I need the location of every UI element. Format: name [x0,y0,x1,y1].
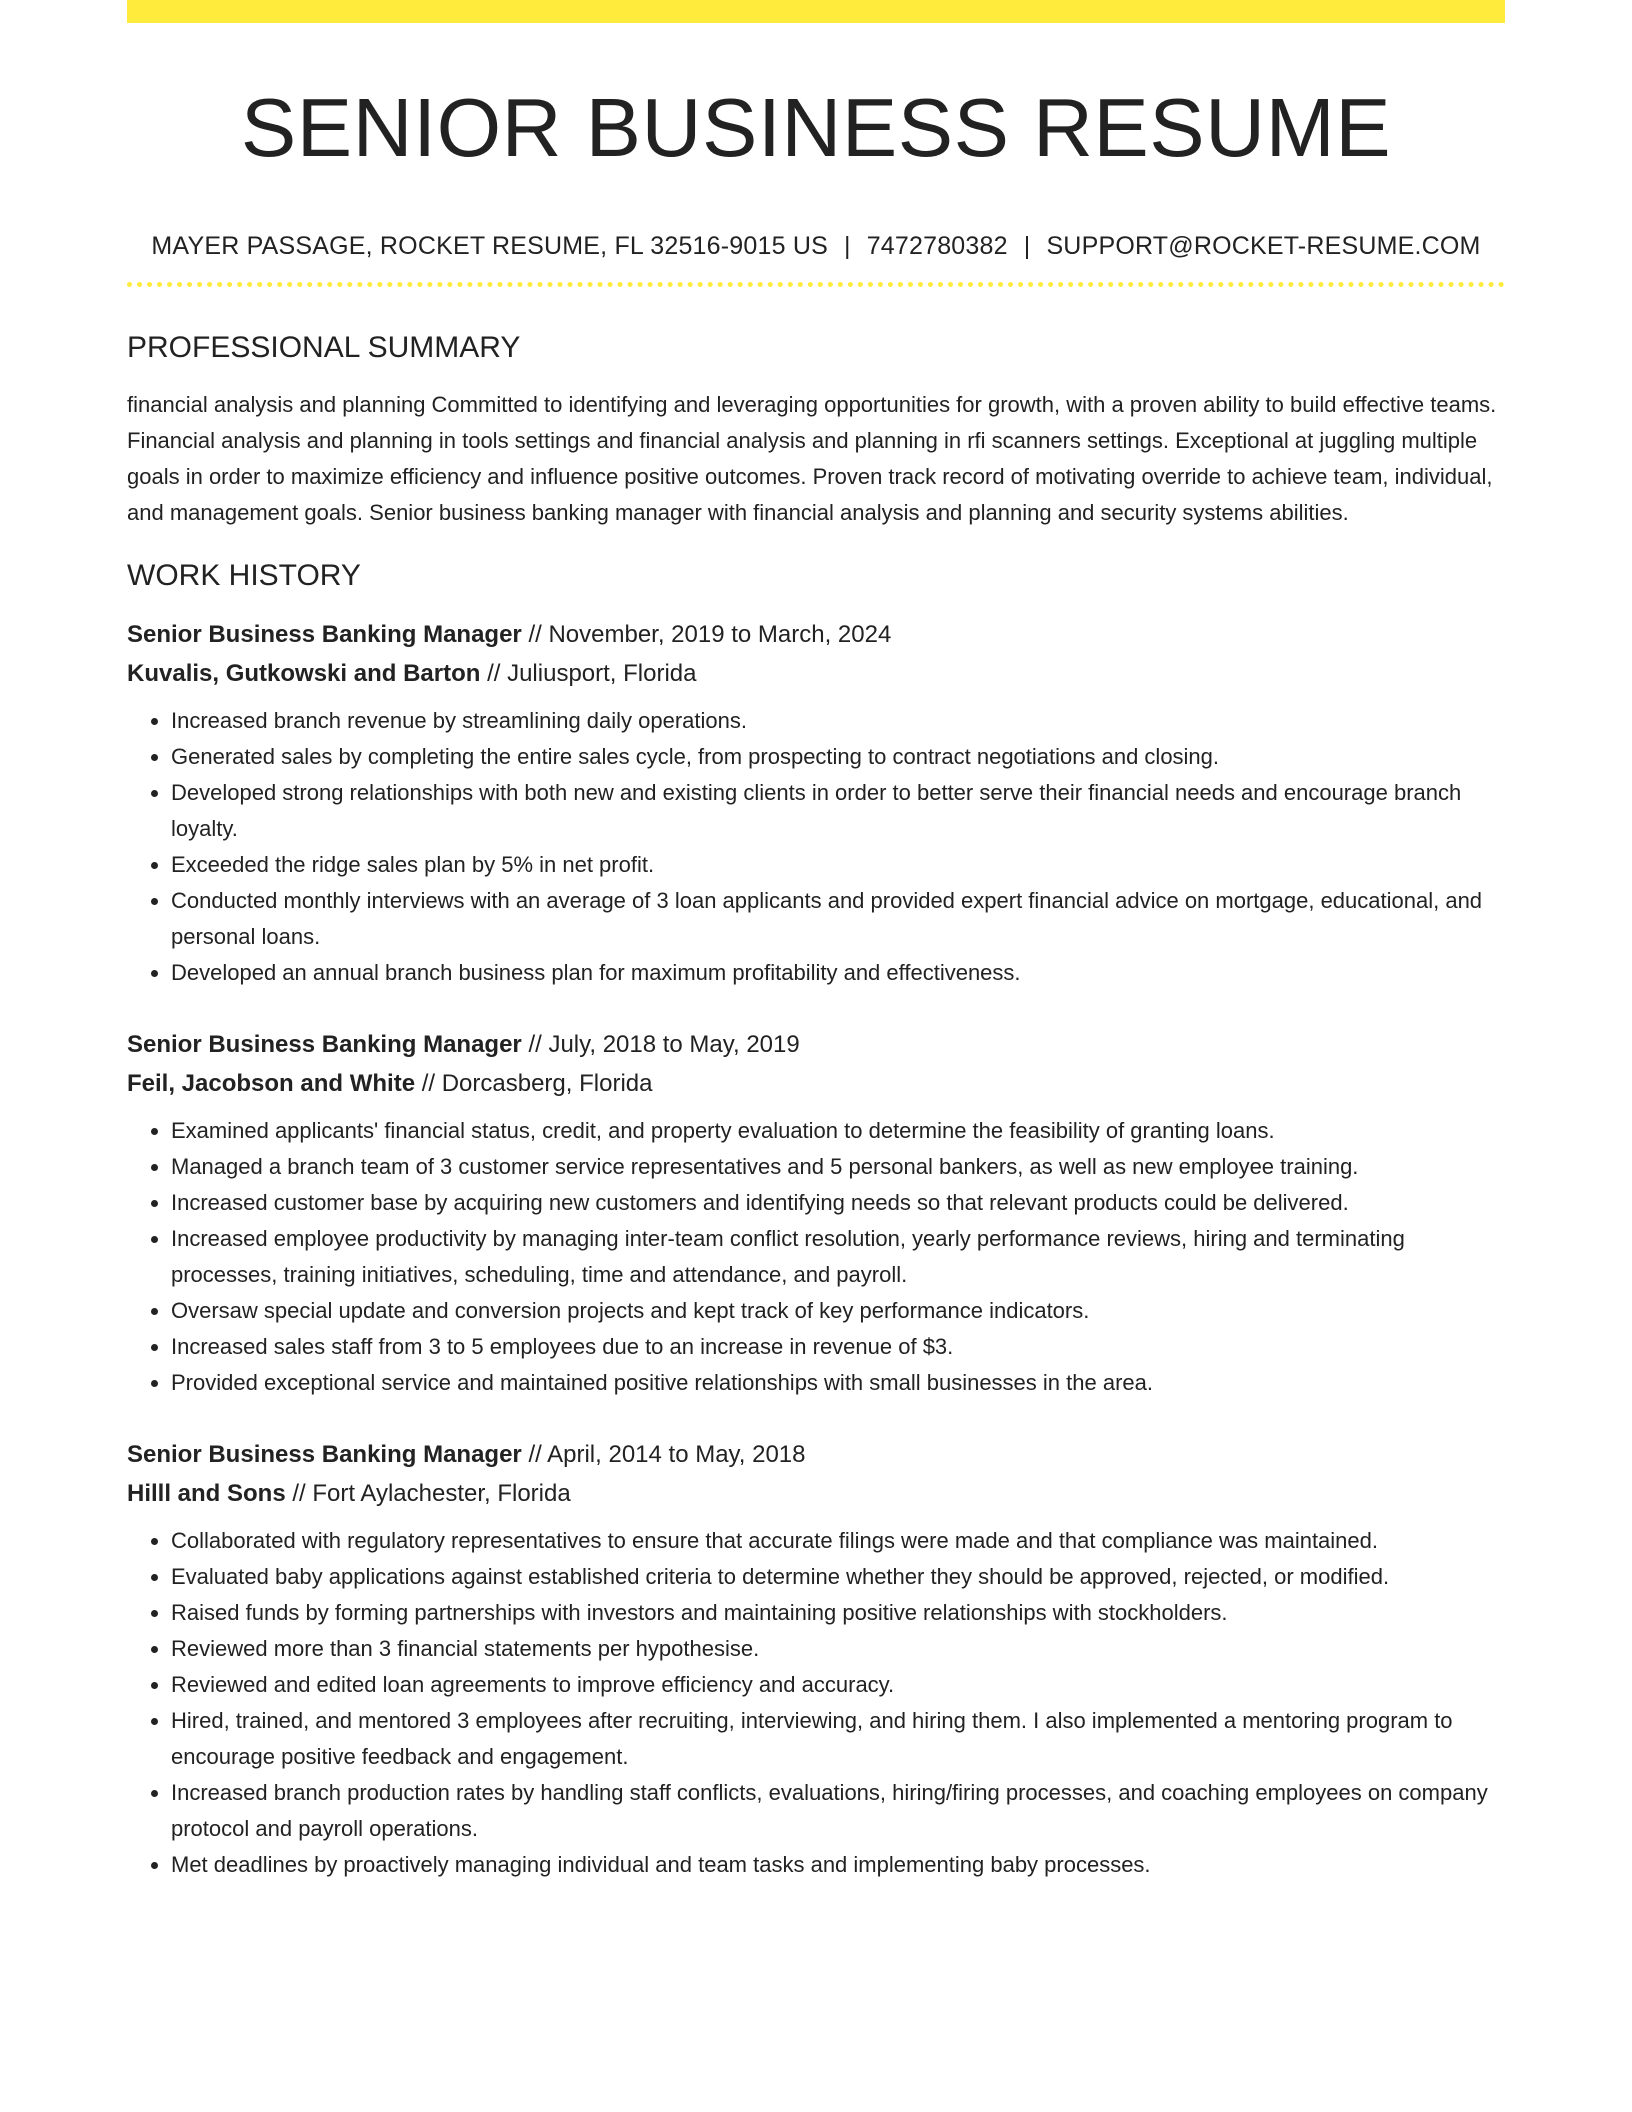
list-item: • Hired, trained, and mentored 3 employees after recruiting, interviewing, and hiring them. I also implemented a mentoring program to encourage positive feedback and engagement. [171,1703,1505,1775]
contact-line [127,230,1505,262]
dotted-divider [127,282,1505,287]
list-item: • Collaborated with regulatory representatives to ensure that accurate filings were made and that compliance was maintained. [171,1523,1505,1559]
work-history-list [127,615,1505,1883]
contact-phone: 7472780382 [866,232,1008,260]
list-item: • Evaluated baby applications against established criteria to determine whether they should be approved, rejected, or modified. [171,1559,1505,1595]
job-company: Feil, Jacobson and White [127,1070,416,1097]
list-item: • Increased customer base by acquiring new customers and identifying needs so that relevant products could be delivered. [171,1185,1505,1221]
job-location: // Juliusport, Florida [480,660,697,687]
job-position: Senior Business Banking Manager [127,1031,522,1058]
job-bullet-list [127,703,1505,991]
summary-text: financial analysis and planning Committed to identifying and leveraging opportunities for growth, with a proven ability to build effective teams. Financial analysis and planning in tools settings and financial analysis and planning in rfi scanners settings. Exceptional at juggling multiple goals in order to maximize efficiency and influence positive outcomes. Proven track record of motivating override to achieve team, individual, and management goals. Senior business banking manager with financial analysis and planning and security systems abilities. [127,392,1497,525]
job-company-line [127,654,1505,693]
list-item: • Managed a branch team of 3 customer service representatives and 5 personal bankers, as well as new employee training. [171,1149,1505,1185]
list-item: • Developed an annual branch business plan for maximum profitability and effectiveness. [171,955,1505,991]
contact-separator: | [1023,232,1031,260]
job-company-line [127,1064,1505,1103]
job-location: // Fort Aylachester, Florida [285,1480,571,1507]
job-dates: // July, 2018 to May, 2019 [521,1031,800,1058]
job-bullet-list [127,1113,1505,1401]
summary-heading: PROFESSIONAL SUMMARY [127,331,521,364]
job-position: Senior Business Banking Manager [127,621,522,648]
job-dates: // November, 2019 to March, 2024 [521,621,892,648]
list-item: • Exceeded the ridge sales plan by 5% in net profit. [171,847,1505,883]
job-entry [127,1435,1505,1883]
resume-title: SENIOR BUSINESS RESUME [240,81,1392,174]
contact-address: MAYER PASSAGE, ROCKET RESUME, FL 32516-9015 US [151,232,828,260]
list-item: • Developed strong relationships with both new and existing clients in order to better serve their financial needs and encourage branch loyalty. [171,775,1505,847]
job-company: Kuvalis, Gutkowski and Barton [127,660,481,687]
list-item: • Raised funds by forming partnerships with investors and maintaining positive relationships with stockholders. [171,1595,1505,1631]
work-history-heading: WORK HISTORY [127,559,361,592]
job-title-line [127,1435,1505,1474]
list-item: • Reviewed more than 3 financial statements per hypothesise. [171,1631,1505,1667]
list-item: • Increased sales staff from 3 to 5 employees due to an increase in revenue of $3. [171,1329,1505,1365]
list-item: • Conducted monthly interviews with an average of 3 loan applicants and provided expert financial advice on mortgage, educational, and personal loans. [171,883,1505,955]
list-item: • Met deadlines by proactively managing individual and team tasks and implementing baby processes. [171,1847,1505,1883]
list-item: • Increased employee productivity by managing inter-team conflict resolution, yearly performance reviews, hiring and terminating processes, training initiatives, scheduling, time and attendance, and payroll. [171,1221,1505,1293]
job-entry [127,615,1505,991]
job-title-line [127,1025,1505,1064]
job-company-line [127,1474,1505,1513]
list-item: • Generated sales by completing the entire sales cycle, from prospecting to contract negotiations and closing. [171,739,1505,775]
list-item: • Increased branch production rates by handling staff conflicts, evaluations, hiring/firing processes, and coaching employees on company protocol and payroll operations. [171,1775,1505,1847]
job-title-line [127,615,1505,654]
list-item: • Reviewed and edited loan agreements to improve efficiency and accuracy. [171,1667,1505,1703]
list-item: • Increased branch revenue by streamlining daily operations. [171,703,1505,739]
job-position: Senior Business Banking Manager [127,1441,522,1468]
list-item: • Examined applicants' financial status, credit, and property evaluation to determine the feasibility of granting loans. [171,1113,1505,1149]
job-company: Hilll and Sons [127,1480,286,1507]
contact-separator: | [843,232,851,260]
job-dates: // April, 2014 to May, 2018 [521,1441,806,1468]
resume-content [127,0,1505,1883]
list-item: • Oversaw special update and conversion projects and kept track of key performance indicators. [171,1293,1505,1329]
job-location: // Dorcasberg, Florida [415,1070,653,1097]
list-item: • Provided exceptional service and maintained positive relationships with small businesses in the area. [171,1365,1505,1401]
contact-email: SUPPORT@ROCKET-RESUME.COM [1046,232,1481,260]
job-entry [127,1025,1505,1401]
job-bullet-list [127,1523,1505,1883]
